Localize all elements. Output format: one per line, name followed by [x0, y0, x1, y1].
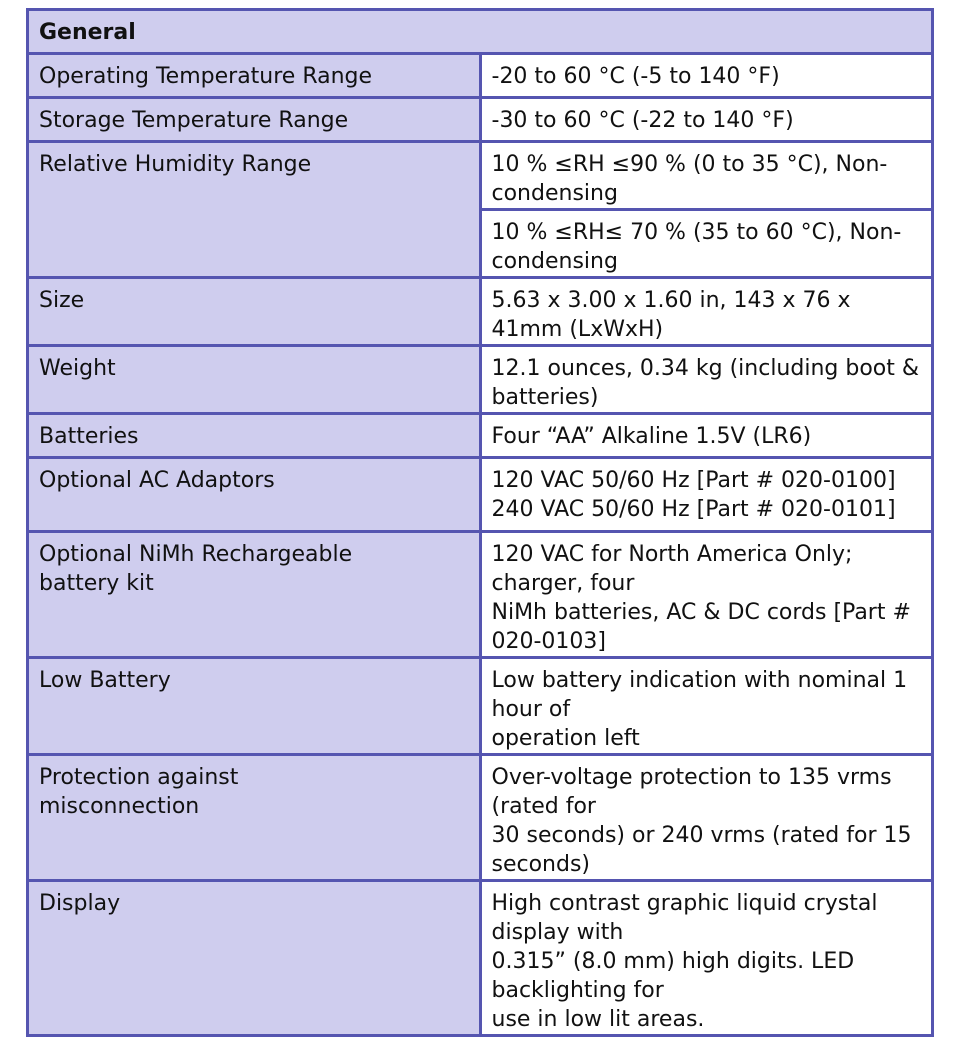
- row-label: Storage Temperature Range: [28, 98, 481, 142]
- row-value: 10 % ≤RH≤ 70 % (35 to 60 °C), Non-condensing: [480, 210, 933, 278]
- row-value: [480, 658, 933, 755]
- table-row: [28, 881, 933, 1036]
- row-value-line: 240 VAC 50/60 Hz [Part # 020-0101]: [491, 497, 896, 522]
- row-label: Optional AC Adaptors: [28, 458, 481, 532]
- row-label-line: battery kit: [39, 571, 154, 596]
- table-row: [28, 658, 933, 755]
- row-value: Four “AA” Alkaline 1.5V (LR6): [480, 414, 933, 458]
- row-value-line: 30 seconds) or 240 vrms (rated for 15 seconds): [491, 823, 912, 877]
- row-value: 10 % ≤RH ≤90 % (0 to 35 °C), Non-condensing: [480, 142, 933, 210]
- row-value-line: Low battery indication with nominal 1 hour of: [491, 668, 908, 722]
- row-value-line: Over-voltage protection to 135 vrms (rated for: [491, 765, 892, 819]
- table-row: [28, 142, 933, 210]
- table-row: [28, 54, 933, 98]
- row-value-line: 0.315” (8.0 mm) high digits. LED backlighting for: [491, 949, 855, 1003]
- table-header-row: [28, 10, 933, 54]
- table-row: [28, 278, 933, 346]
- row-value-line: 120 VAC 50/60 Hz [Part # 020-0100]: [491, 468, 896, 493]
- row-value-line: NiMh batteries, AC & DC cords [Part # 020-0103]: [491, 600, 911, 654]
- row-label: [28, 532, 481, 658]
- table-row: [28, 98, 933, 142]
- table-row: [28, 414, 933, 458]
- row-label: Operating Temperature Range: [28, 54, 481, 98]
- row-label-line: misconnection: [39, 794, 200, 819]
- row-value-line: operation left: [491, 726, 640, 751]
- row-label: Display: [28, 881, 481, 1036]
- row-label: Relative Humidity Range: [28, 142, 481, 278]
- general-specs-table: [26, 8, 934, 1037]
- row-value: [480, 458, 933, 532]
- table-row: [28, 458, 933, 532]
- row-value: 12.1 ounces, 0.34 kg (including boot & batteries): [480, 346, 933, 414]
- row-value-line: 120 VAC for North America Only; charger, four: [491, 542, 853, 596]
- row-label: Low Battery: [28, 658, 481, 755]
- row-value-line: High contrast graphic liquid crystal display with: [491, 891, 878, 945]
- section-heading: General: [28, 10, 933, 54]
- row-label: [28, 755, 481, 881]
- table-row: [28, 346, 933, 414]
- row-value: -30 to 60 °C (-22 to 140 °F): [480, 98, 933, 142]
- row-value-line: use in low lit areas.: [491, 1007, 705, 1032]
- table-row: [28, 755, 933, 881]
- row-label: Size: [28, 278, 481, 346]
- row-value: [480, 532, 933, 658]
- row-value: [480, 881, 933, 1036]
- row-label-line: Protection against: [39, 765, 239, 790]
- row-label-line: Optional NiMh Rechargeable: [39, 542, 353, 567]
- row-value: -20 to 60 °C (-5 to 140 °F): [480, 54, 933, 98]
- row-label: Batteries: [28, 414, 481, 458]
- row-label: Weight: [28, 346, 481, 414]
- row-value: 5.63 x 3.00 x 1.60 in, 143 x 76 x 41mm (LxWxH): [480, 278, 933, 346]
- table-row: [28, 532, 933, 658]
- row-value: [480, 755, 933, 881]
